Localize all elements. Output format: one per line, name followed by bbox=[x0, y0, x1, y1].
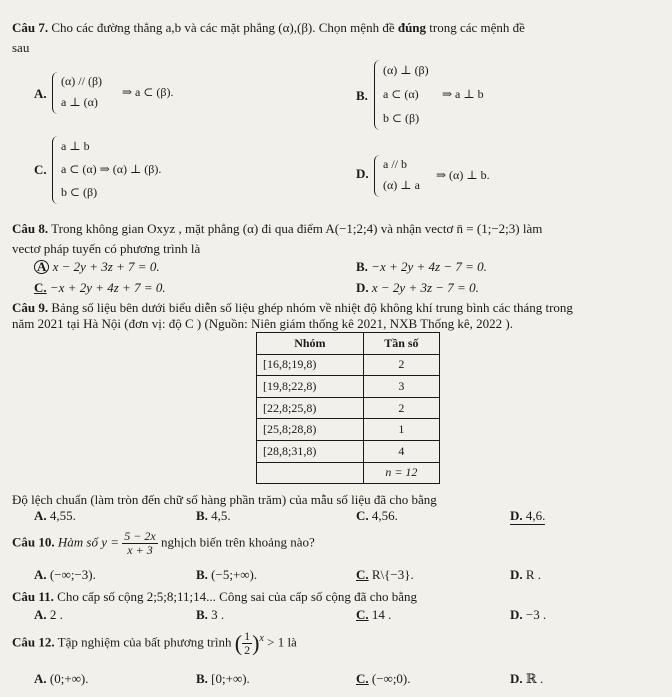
q10-denominator: x + 3 bbox=[127, 543, 153, 557]
q9-option-d[interactable] bbox=[510, 508, 545, 525]
q12-pre: Tập nghiệm của bất phương trình bbox=[57, 634, 232, 650]
q12-c-letter: C. bbox=[356, 671, 369, 686]
q12-c-text: (−∞;0). bbox=[371, 671, 411, 686]
q10-option-d[interactable] bbox=[510, 567, 541, 583]
frequency-cell: 2 bbox=[363, 397, 439, 419]
q7-option-a-letter: A. bbox=[34, 86, 47, 101]
q11-option-b[interactable] bbox=[196, 607, 224, 623]
q12-d-text: ℝ . bbox=[525, 671, 544, 686]
frequency-cell: 2 bbox=[363, 354, 439, 376]
q7-bold: đúng bbox=[397, 20, 427, 35]
group-cell: [28,8;31,8) bbox=[257, 440, 364, 462]
q10-fraction bbox=[122, 530, 157, 557]
q12-exponent: x bbox=[259, 633, 264, 645]
q12-b-letter: B. bbox=[196, 671, 208, 686]
q8-option-c[interactable] bbox=[34, 280, 166, 296]
q8-option-a[interactable] bbox=[34, 259, 160, 275]
q9-stem bbox=[12, 300, 573, 316]
q10-a-text: (−∞;−3). bbox=[49, 567, 96, 582]
q7-stem bbox=[12, 20, 525, 36]
q8-b-text: −x + 2y + 4z − 7 = 0. bbox=[371, 259, 487, 274]
group-cell: [19,8;22,8) bbox=[257, 376, 364, 398]
table-row bbox=[257, 397, 440, 419]
q7-c-line1: a ⊥ b bbox=[61, 139, 90, 153]
q11-a-letter: A. bbox=[34, 607, 47, 622]
frequency-cell: 3 bbox=[363, 376, 439, 398]
q12-numerator: 1 bbox=[244, 629, 251, 643]
q7-d-line2: (α) ⊥ a bbox=[383, 178, 420, 192]
q7-c-line3: b ⊂ (β) bbox=[61, 185, 98, 199]
q7-d-line1: a // b bbox=[383, 157, 407, 171]
q7-option-c[interactable] bbox=[52, 136, 232, 204]
q8-d-letter: D. bbox=[356, 280, 369, 295]
group-cell: [16,8;19,8) bbox=[257, 354, 364, 376]
q8-a-letter: A bbox=[34, 260, 49, 274]
q9-option-b[interactable] bbox=[196, 508, 231, 524]
q10-post: nghịch biến trên khoảng nào? bbox=[160, 534, 315, 550]
q12-post: > 1 là bbox=[267, 634, 297, 650]
q9-a-letter: A. bbox=[34, 508, 47, 523]
header-group: Nhóm bbox=[257, 333, 364, 355]
q11-b-text: 3 . bbox=[211, 607, 225, 622]
q11-d-text: −3 . bbox=[525, 607, 547, 622]
q8-d-text: x − 2y + 3z − 7 = 0. bbox=[371, 280, 479, 295]
q10-b-text: (−5;+∞). bbox=[211, 567, 258, 582]
q9-d-letter: D. bbox=[510, 508, 523, 523]
table-row bbox=[257, 354, 440, 376]
q7-option-a[interactable] bbox=[52, 72, 202, 114]
q9-b-letter: B. bbox=[196, 508, 208, 523]
q7-a-line2: a ⊥ (α) bbox=[61, 95, 98, 109]
q12-denominator: 2 bbox=[244, 643, 251, 657]
q7-label: Câu 7. bbox=[12, 20, 49, 35]
frequency-cell: 4 bbox=[363, 440, 439, 462]
q11-text: Cho cấp số cộng 2;5;8;11;14... Công sai của cấp số cộng đã cho bằng bbox=[57, 589, 417, 604]
q9-text2: năm 2021 tại Hà Nội (đơn vị: độ C ) (Nguồn: Niên giám thống kê 2021, NXB Thống kê, 2022 ). bbox=[12, 316, 513, 331]
q7-a-line1: (α) // (β) bbox=[61, 74, 103, 88]
q10-numerator: 5 − 2x bbox=[124, 529, 156, 543]
q11-option-a[interactable] bbox=[34, 607, 63, 623]
q11-c-letter: C. bbox=[356, 607, 369, 622]
q7-b-line2: a ⊂ (α) bbox=[383, 87, 419, 101]
total-cell: n = 12 bbox=[363, 462, 439, 484]
table-row bbox=[257, 376, 440, 398]
q10-c-text: R\{−3}. bbox=[371, 567, 414, 582]
q12-fraction bbox=[242, 630, 252, 657]
q7-text1: Cho các đường thẳng a,b và các mặt phẳng (α),(β). Chọn mệnh đề bbox=[51, 20, 395, 35]
q9-option-c[interactable] bbox=[356, 508, 398, 524]
table-total-row bbox=[257, 462, 440, 484]
q10-option-b[interactable] bbox=[196, 567, 257, 583]
q7-a-result: ⇒ a ⊂ (β). bbox=[122, 85, 174, 99]
q12-option-c[interactable] bbox=[356, 671, 411, 687]
q9-c-letter: C. bbox=[356, 508, 369, 523]
left-paren: ( bbox=[234, 630, 243, 656]
q8-label: Câu 8. bbox=[12, 221, 49, 236]
q11-b-letter: B. bbox=[196, 607, 208, 622]
brace bbox=[52, 136, 60, 204]
q10-b-letter: B. bbox=[196, 567, 208, 582]
q10-d-text: R . bbox=[525, 567, 542, 582]
q10-c-letter: C. bbox=[356, 567, 369, 582]
q11-option-d[interactable] bbox=[510, 607, 546, 623]
q7-c-line2: a ⊂ (α) ⇒ (α) ⊥ (β). bbox=[61, 162, 162, 176]
brace bbox=[374, 155, 382, 197]
q7-option-b-letter: B. bbox=[356, 88, 368, 103]
q11-c-text: 14 . bbox=[371, 607, 392, 622]
q8-option-d[interactable] bbox=[356, 280, 479, 296]
q8-c-text: −x + 2y + 4z + 7 = 0. bbox=[49, 280, 166, 295]
q8-stem bbox=[12, 221, 542, 237]
q11-stem bbox=[12, 589, 417, 605]
q9-d-text: 4,6. bbox=[525, 508, 546, 523]
q10-pre: Hàm số y = bbox=[57, 534, 120, 550]
q7-text3: sau bbox=[12, 40, 30, 55]
q12-option-b[interactable] bbox=[196, 671, 250, 687]
q7-option-d[interactable] bbox=[374, 155, 534, 197]
q8-text2: vectơ pháp tuyến có phương trình là bbox=[12, 241, 201, 256]
q8-c-letter: C. bbox=[34, 280, 47, 295]
q11-d-letter: D. bbox=[510, 607, 523, 622]
table-header-row bbox=[257, 333, 440, 355]
q7-text2: trong các mệnh đề bbox=[429, 20, 525, 35]
q9-text1: Bảng số liệu bên dưới biểu diễn số liệu ghép nhóm về nhiệt độ không khí trung bình các tháng trong bbox=[51, 300, 573, 315]
q8-b-letter: B. bbox=[356, 259, 368, 274]
q12-option-d[interactable] bbox=[510, 671, 543, 687]
q9-b-text: 4,5. bbox=[211, 508, 231, 523]
q10-label: Câu 10. bbox=[12, 534, 55, 550]
q9-label: Câu 9. bbox=[12, 300, 49, 315]
q9-option-a[interactable] bbox=[34, 508, 76, 524]
q7-option-b[interactable] bbox=[374, 60, 514, 130]
q10-stem bbox=[12, 530, 315, 557]
right-paren: ) bbox=[252, 630, 260, 656]
q12-option-a[interactable] bbox=[34, 671, 89, 687]
q10-option-c[interactable] bbox=[356, 567, 414, 583]
q9-c-text: 4,56. bbox=[371, 508, 398, 523]
group-cell: [25,8;28,8) bbox=[257, 419, 364, 441]
q11-option-c[interactable] bbox=[356, 607, 391, 623]
q10-d-letter: D. bbox=[510, 567, 523, 582]
q7-b-result: ⇒ a ⊥ b bbox=[442, 87, 484, 101]
q12-a-letter: A. bbox=[34, 671, 47, 686]
q8-option-b[interactable] bbox=[356, 259, 487, 275]
table-row bbox=[257, 419, 440, 441]
table-row bbox=[257, 440, 440, 462]
q7-d-result: ⇒ (α) ⊥ b. bbox=[436, 168, 490, 182]
q8-text1: Trong không gian Oxyz , mặt phẳng (α) đi qua điểm A(−1;2;4) và nhận vectơ n̄ = (1;−2;3) làm bbox=[51, 221, 543, 236]
q12-stem bbox=[12, 630, 297, 657]
brace bbox=[52, 72, 60, 114]
q12-d-letter: D. bbox=[510, 671, 523, 686]
q7-option-d-letter: D. bbox=[356, 166, 369, 181]
q7-b-line3: b ⊂ (β) bbox=[383, 111, 420, 125]
group-cell: [22,8;25,8) bbox=[257, 397, 364, 419]
q11-a-text: 2 . bbox=[49, 607, 63, 622]
empty-cell bbox=[257, 462, 364, 484]
q9-a-text: 4,55. bbox=[49, 508, 76, 523]
frequency-table bbox=[256, 332, 440, 484]
q12-b-text: [0;+∞). bbox=[211, 671, 250, 686]
q7-b-line1: (α) ⊥ (β) bbox=[383, 63, 429, 77]
q12-a-text: (0;+∞). bbox=[49, 671, 89, 686]
q9-question: Độ lệch chuẩn (làm tròn đến chữ số hàng phần trăm) của mẫu số liệu đã cho bằng bbox=[12, 492, 437, 507]
brace bbox=[374, 60, 382, 130]
frequency-cell: 1 bbox=[363, 419, 439, 441]
q8-a-text: x − 2y + 3z + 7 = 0. bbox=[52, 259, 160, 274]
q10-option-a[interactable] bbox=[34, 567, 96, 583]
q10-a-letter: A. bbox=[34, 567, 47, 582]
q7-option-c-letter: C. bbox=[34, 162, 47, 177]
q11-label: Câu 11. bbox=[12, 589, 54, 604]
header-frequency: Tần số bbox=[363, 333, 439, 355]
q12-label: Câu 12. bbox=[12, 634, 55, 650]
